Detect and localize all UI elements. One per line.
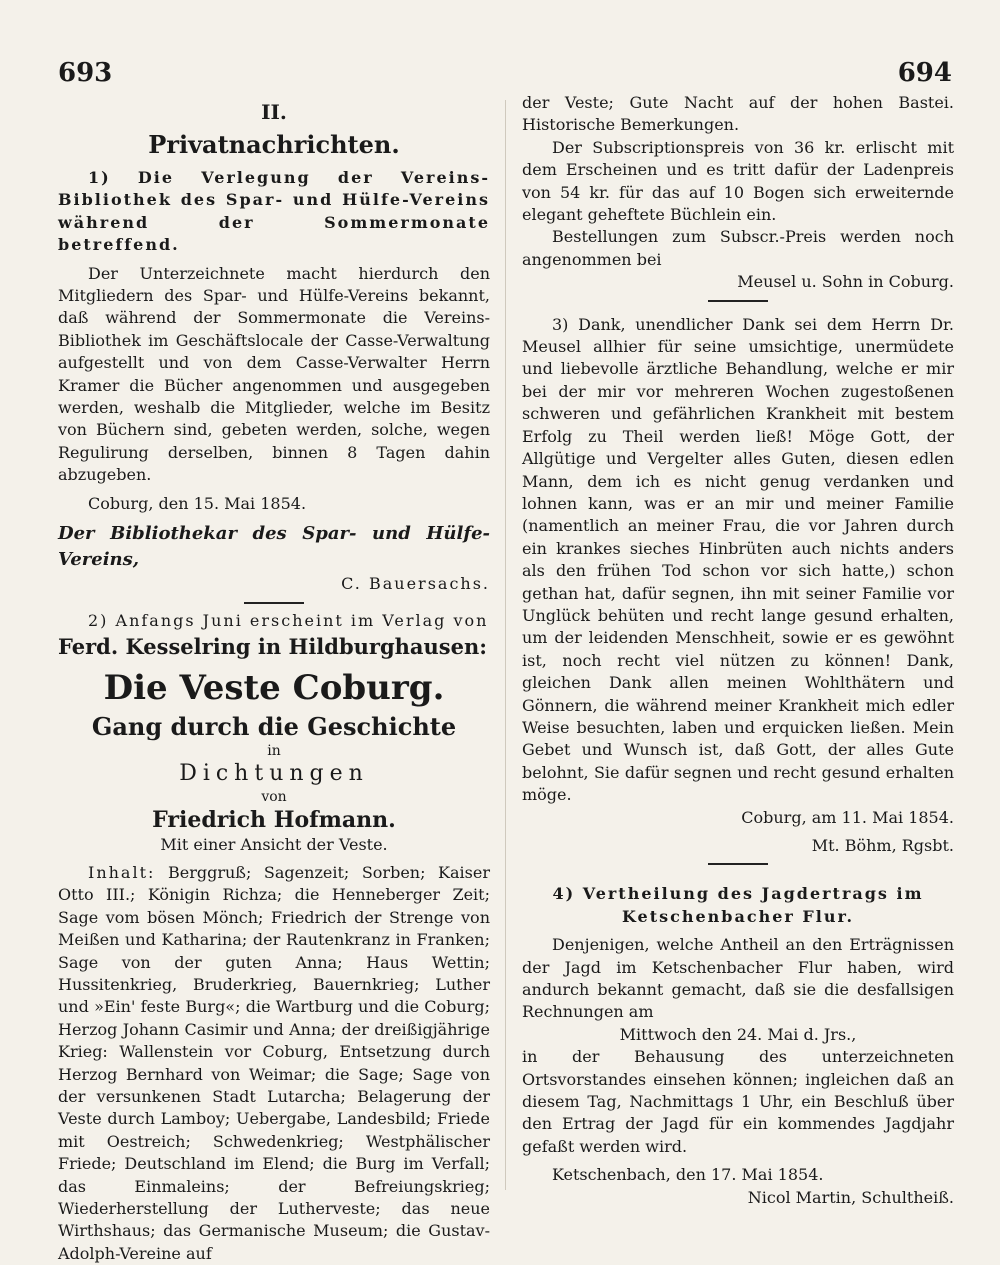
book-dichtungen: Dichtungen [179, 760, 369, 786]
item3-signer: Mt. Böhm, Rgsbt. [811, 836, 954, 855]
section-numeral: II. [261, 100, 287, 124]
contents-label: Inhalt: [88, 862, 156, 882]
item2-intro: 2) Anfangs Juni erscheint im Verlag von [88, 610, 489, 630]
section-title: Privatnachrichten. [148, 130, 400, 159]
book-title: Die Veste Coburg. [103, 667, 445, 708]
right-column [522, 92, 954, 1209]
orders-signer: Meusel u. Sohn in Coburg. [737, 272, 954, 292]
book-subtitle: Gang durch die Geschichte [91, 711, 457, 741]
book-note: Mit einer Ansicht der Veste. [160, 834, 388, 854]
item4-date-line: Mittwoch den 24. Mai d. Jrs., [619, 1024, 857, 1044]
item4-body: Denjenigen, welche Antheil an den Erträgnissen der Jagd im Ketschenbacher Flur haben, wird andurch bekannt gemacht, daß sie die desfallsigen Rechnungen am [522, 935, 954, 1022]
continued-text: der Veste; Gute Nacht auf der hohen Bastei. Historische Bemerkungen. [522, 93, 954, 135]
rule [708, 300, 768, 302]
rule [244, 602, 304, 604]
item1-signer-role: Der Bibliothekar des Spar- und Hülfe-Vereins, [58, 523, 490, 571]
item1-body: Der Unterzeichnete macht hierdurch den Mitgliedern des Spar- und Hülfe-Vereins bekannt, daß während der Sommermonate die Vereins-Bibliothek im Geschäftslocale der Casse-Verwaltung aufgestellt und von dem Casse-Verwalter Herrn Kramer die Bücher angenommen und ausgegeben werden, weshalb die Mitglieder, welche im Besitz von Büchern sind, gebeten werden, solche, wegen Regulirung derselben, binnen 8 Tagen dahin abzugeben. [58, 263, 490, 485]
item1-date: Coburg, den 15. Mai 1854. [88, 493, 307, 513]
item1-heading: 1) Die Verlegung der Vereins-Bibliothek des Spar- und Hülfe-Vereins während der Sommermonate betreffend. [58, 168, 490, 255]
item4-place-date: Ketschenbach, den 17. Mai 1854. [552, 1165, 824, 1185]
item4-heading: 4) Vertheilung des Jagdertrags im Ketschenbacher Flur. [552, 884, 924, 926]
book-von: von [261, 788, 287, 805]
orders-text: Bestellungen zum Subscr.-Preis werden noch angenommen bei [522, 227, 954, 269]
page-number-left: 693 [58, 58, 113, 88]
page-number-right: 694 [897, 58, 952, 88]
rule [708, 863, 768, 865]
book-author: Friedrich Hofmann. [152, 806, 396, 833]
item1-signer-name: C. Bauersachs. [341, 574, 490, 594]
book-in: in [267, 742, 281, 759]
column-divider [505, 100, 506, 1190]
subscription-text: Der Subscriptionspreis von 36 kr. erlischt mit dem Erscheinen und es tritt dafür der Ladenpreis von 54 kr. für das auf 10 Bogen sich erweiternde elegant geheftete Büchlein ein. [522, 137, 954, 225]
contents-text: Berggruß; Sagenzeit; Sorben; Kaiser Otto III.; Königin Richza; die Henneberger Zeit; Sage vom bösen Mönch; Friedrich der Strenge von Meißen und Katharina; der Rautenkranz in Franken; Sage von der guten Anna; Haus Wettin; Hussitenkrieg, Bruderkrieg, Bauernkrieg; Luther und »Ein' feste Burg«; die Wartburg und die Coburg; Herzog Johann Casimir und Anna; der dreißigjährige Krieg: Wallenstein vor Coburg, Entsetzung durch Herzog Bernhard von Weimar; die Sage; Sage von der versunkenen Stadt Lutarcha; Belagerung der Veste durch Lamboy; Uebergabe, Landesbild; Friede mit Oestreich; Schwedenkrieg; Westphälischer Friede; Deutschland im Elend; die Burg im Verfall; das Einmaleins; der Befreiungskrieg; Wiederherstellung der Lutherveste; das neue Wirthshaus; das Germanische Museum; die Gustav-Adolph-Vereine auf [58, 862, 490, 1263]
item4-body2: in der Behausung des unterzeichneten Ortsvorstandes einsehen können; ingleichen daß an diesem Tag, Nachmittags 1 Uhr, ein Beschluß über den Ertrag der Jagd für ein kommendes Jagdjahr gefaßt werden wird. [522, 1047, 954, 1156]
item3-text: 3) Dank, unendlicher Dank sei dem Herrn Dr. Meusel allhier für seine umsichtige, unermüdete und liebevolle ärztliche Behandlung, welche er mir bei der mir vor mehreren Wochen zugestoßenen schweren und gefährlichen Krankheit mit bestem Erfolg zu Theil werden ließ! Möge Gott, der Allgütige und Vergelter alles Guten, diesen edlen Mann, dem ich es nicht genug verdanken und lohnen kann, was er an mir und meiner Familie (namentlich an meiner Frau, die vor Jahren durch ein krankes sieches Hinbrüten auch nichts anders als den frühen Tod schon vor sich hatte,) schon gethan hat, dafür segnen, ihn mit seiner Familie vor Unglück behüten und recht lange gesund erhalten, um der leidenden Menschheit, sowie er es gewöhnt ist, noch recht viel nützen zu können! Dank, gleichen Dank allen meinen Wohlthätern und Gönnern, die während meiner Krankheit mich edler Weise besuchten, laben und erquicken ließen. Mein Gebet und Wunsch ist, daß Gott, der alles Gute belohnt, Sie dafür segnen und recht gesund erhalten möge. [522, 314, 954, 805]
item2-publisher: Ferd. Kesselring in Hildburghausen: [58, 633, 488, 659]
left-column [58, 92, 490, 1265]
item4-signer: Nicol Martin, Schultheiß. [747, 1187, 954, 1207]
item3-date: Coburg, am 11. Mai 1854. [741, 807, 954, 827]
